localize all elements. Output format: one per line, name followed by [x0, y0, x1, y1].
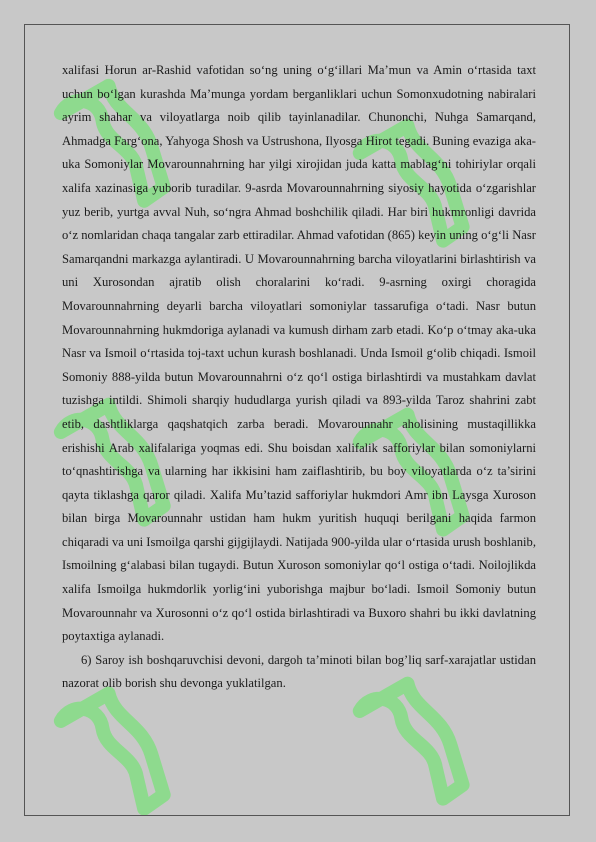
paragraph-item-6: 6) Saroy ish boshqaruvchisi devoni, dargoh ta’minoti bilan bog’liq sarf-xarajatlar ustidan nazorat olib borish shu devonga yuklatilgan.: [62, 652, 536, 691]
paragraph-main: xalifasi Horun ar-Rashid vafotidan so‘ng uning o‘g‘illari Ma’mun va Amin o‘rtasida taxt uchun bo‘lgan kurashda Ma’munga yordam berganliklari uchun Somonxudotning nabiralari ayrim shahar va viloyatlarga noib qilib tayinlanadilar. Chunonchi, Nuhga Samarqand, Ahmadga Farg‘ona, Yahyoga Shosh va Ustrushona, Ilyosga Hirot tegadi. Buning evaziga aka-uka Somoniylar Movarounnahrning har yilgi xirojidan juda katta mablag‘ni tohiriylar orqali xalifa xazinasiga yuborib turadilar. 9-asrda Movarounnahrning siyosiy hayotida o‘zgarishlar yuz berib, yurtga avval Nuh, so‘ngra Ahmad boshchilik qiladi. Har biri hukmronligi davrida o‘z nomlaridan chaqa tangalar zarb ettiradilar. Ahmad vafotidan (865) keyin uning o‘g‘li Nasr Samarqandni markazga aylantiradi. U Movarounnahrning barcha viloyatlarini birlashtirish va uni Xurosondan ajratib olish choralarini ko‘radi. 9-asrning oxirgi choragida Movarounnahrning deyarli barcha viloyatlari somoniylar tassarufiga o‘tadi. Nasr butun Movarounnahrning hukmdoriga aylanadi va kumush dirham zarb etadi. Ko‘p o‘tmay aka-uka Nasr va Ismoil o‘rtasida toj-taxt uchun kurash boshlanadi. Unda Ismoil g‘olib chiqadi. Ismoil Somoniy 888-yilda butun Movarounnahrni o‘z qo‘l ostiga birlashtirdi va mustahkam davlat tuzishga intildi. Shimoli sharqiy hududlarga yurish qiladi va 893-yilda Taroz shahrini zabt etib, dashtliklarga qaqshatqich zarba beradi. Movarounnahr aholisining mustaqillikka erishishi Arab xalifalariga yoqmas edi. Shu boisdan xalifalik safforiylar bilan somoniylarni to‘qnashtirishga va ularning har ikkisini ham zaiflashtirib, bu boy viloyatlarda o‘z ta’sirini qayta tiklashga qaror qiladi. Xalifa Mu’tazid safforiylar hukmdori Amr ibn Laysga Xuroson bilan birga Movarounnahr ustidan ham hukm yuritish huquqi berilgani haqida farmon chiqaradi va uni Ismoilga qarshi gijgijlaydi. Natijada 900-yilda ular o‘rtasida urush boshlanib, Ismoilning g‘alabasi bilan tugaydi. Butun Xuroson somoniylar qo‘l ostiga o‘tadi. Noilojlikda xalifa Ismoilga hukmdorlik yorlig‘ini yuborishga majbur bo‘ladi. Ismoil Somoniy butun Movarounnahr va Xurosonni o‘z qo‘l ostida birlashtiradi va Buxoro shahri bu ikki davlatning poytaxtiga aylanadi.: [62, 63, 536, 644]
watermark-glyph: [59, 686, 176, 815]
watermark-mark-5: [59, 686, 176, 815]
body-text: [62, 59, 536, 696]
document-page: [24, 24, 570, 816]
